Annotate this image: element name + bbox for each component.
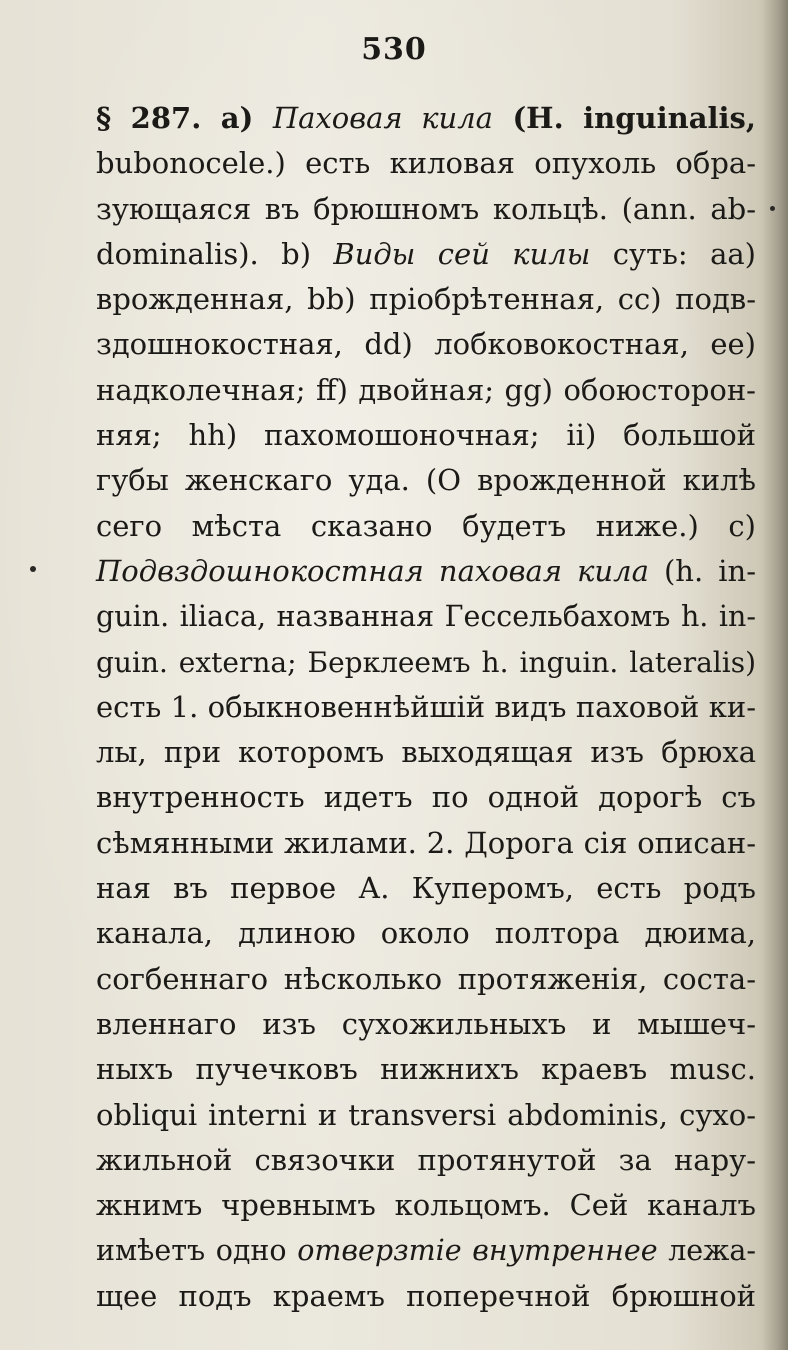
page-number: 530: [361, 32, 427, 67]
text-run: guin. iliaca, названная Гессельбахомъ h. in-: [96, 600, 756, 634]
text-line: [96, 141, 756, 186]
text-run: внутренность идетъ по одной дорогѣ съ: [96, 780, 756, 815]
text-run: guin. externa; Берклеемъ h. inguin. lateralis): [96, 645, 756, 679]
text-run: лежа-: [657, 1234, 757, 1268]
italic-run: Подвздошнокостная паховая кила: [96, 553, 649, 588]
text-run: сего мѣста сказано будетъ ниже.) c): [96, 508, 756, 543]
text-line: [96, 96, 756, 141]
ink-speck: [770, 206, 775, 211]
text-run: bubonocele.) есть киловая опухоль обра-: [96, 146, 756, 181]
text-line: [96, 322, 756, 367]
text-line: [96, 911, 756, 956]
text-run: щее подъ краемъ поперечной брюшной: [96, 1278, 756, 1313]
text-line: [96, 187, 756, 232]
text-line: [96, 1002, 756, 1047]
text-run: obliqui interni и transversi abdominis, сухо-: [96, 1097, 756, 1132]
text-line: [96, 458, 756, 503]
text-run: суть: aa): [590, 236, 756, 271]
text-line: [96, 1228, 756, 1273]
text-run: зующаяся въ брюшномъ кольцѣ. (ann. ab-: [96, 191, 756, 226]
text-line: [96, 1093, 756, 1138]
text-line: [96, 232, 756, 277]
text-line: [96, 504, 756, 549]
text-line: [96, 277, 756, 322]
text-line: [96, 640, 756, 685]
text-line: [96, 866, 756, 911]
text-run: сѣмянными жилами. 2. Дорога сія описан-: [96, 825, 756, 860]
text-run: жильной связочки протянутой за нару-: [96, 1142, 756, 1177]
text-line: [96, 1183, 756, 1228]
text-run: ныхъ пучечковъ нижнихъ краевъ musc.: [96, 1052, 756, 1087]
text-run: вленнаго изъ сухожильныхъ и мышеч-: [96, 1006, 756, 1041]
text-line: [96, 730, 756, 775]
text-run: dominalis). b): [96, 236, 334, 271]
text-run: губы женскаго уда. (О врожденной килѣ: [96, 463, 756, 498]
body-text: [96, 96, 756, 1319]
text-run: жнимъ чревнымъ кольцомъ. Сей каналъ: [96, 1188, 756, 1223]
text-line: [96, 594, 756, 639]
text-line: [96, 1274, 756, 1319]
text-run: имѣетъ одно: [96, 1234, 298, 1268]
text-line: [96, 368, 756, 413]
text-line: [96, 1138, 756, 1183]
text-run: согбеннаго нѣсколько протяженія, соста-: [96, 961, 756, 996]
text-line: [96, 1047, 756, 1092]
text-run: (H. inguinalis,: [492, 101, 756, 135]
text-run: есть 1. обыкновеннѣйшій видъ паховой ки-: [96, 689, 756, 724]
page-edge-shadow: [762, 0, 788, 1350]
text-line: [96, 957, 756, 1002]
text-run: (h. in-: [648, 553, 756, 588]
text-run: § 287. a): [96, 101, 273, 135]
italic-run: отверзтіе внутреннее: [297, 1234, 658, 1268]
text-run: здошнокостная, dd) лобковокостная, ee): [96, 327, 756, 362]
text-run: канала, длиною около полтора дюима,: [96, 916, 756, 951]
text-line: [96, 549, 756, 594]
text-run: лы, при которомъ выходящая изъ брюха: [96, 735, 756, 770]
ink-speck: [30, 566, 36, 572]
italic-run: Виды сей килы: [333, 236, 591, 271]
text-line: [96, 413, 756, 458]
text-line: [96, 685, 756, 730]
italic-run: Паховая кила: [272, 101, 493, 135]
text-line: [96, 775, 756, 820]
text-run: ная въ первое А. Куперомъ, есть родъ: [96, 871, 756, 906]
text-line: [96, 821, 756, 866]
text-run: няя; hh) пахомошоночная; ii) большой: [96, 418, 756, 453]
text-run: надколечная; ff) двойная; gg) обоюсторон-: [96, 372, 756, 407]
text-run: врожденная, bb) пріобрѣтенная, cc) подв-: [96, 282, 756, 317]
